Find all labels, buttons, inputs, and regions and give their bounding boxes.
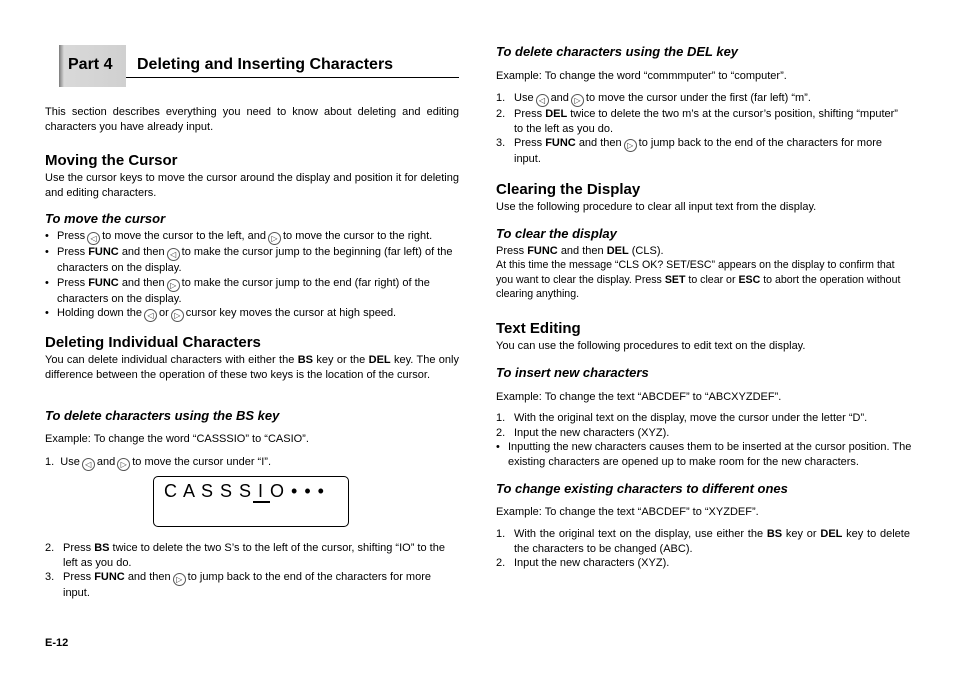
list-item: 3. Press FUNC and then ▷ to jump back to the end of the characters for more input. xyxy=(45,571,431,599)
right-arrow-icon: ▷ xyxy=(173,573,186,586)
clear-step: Press FUNC and then DEL (CLS). xyxy=(496,245,664,257)
bs-example: Example: To change the word “CASSSIO” to “CASIO”. xyxy=(45,433,309,445)
list-item: • Press FUNC and then ◁ to make the cursor jump to the beginning (far left) of the characters on the display. xyxy=(45,246,453,274)
list-item: • Holding down the ◁ or ▷ cursor key moves the cursor at high speed. xyxy=(45,307,397,320)
right-arrow-icon: ▷ xyxy=(117,458,130,471)
right-arrow-icon: ▷ xyxy=(167,279,180,292)
left-arrow-icon: ◁ xyxy=(144,309,157,322)
right-arrow-icon: ▷ xyxy=(268,232,281,245)
right-arrow-icon: ▷ xyxy=(171,309,184,322)
list-item: • Inputting the new characters causes them to be inserted at the cursor position. The existing characters are opened up to make room for the new characters. xyxy=(496,441,912,468)
list-item: 2. Press DEL twice to delete the two m’s at the cursor’s position, shifting “mputer” to the left as you do. xyxy=(496,108,898,135)
clear-message: At this time the message “CLS OK? SET/ESC” appears on the display to confirm that you want to clear the display. Press SET to clear or ESC to abort the operation without clearing anything. xyxy=(496,259,901,300)
cursor-underline xyxy=(253,501,270,503)
insert-example: Example: To change the text “ABCDEF” to “ABCXYZDEF”. xyxy=(496,391,782,403)
clear-display-subheading: To clear the display xyxy=(496,226,617,241)
right-arrow-icon: ▷ xyxy=(571,94,584,107)
insert-note xyxy=(496,440,912,469)
lcd-display xyxy=(153,476,349,527)
del-key-subheading: To delete characters using the DEL key xyxy=(496,44,739,59)
intro-text: This section describes everything you need to know about deleting and editing characters you have already input. xyxy=(45,106,459,133)
deleting-body: You can delete individual characters with either the BS key or the DEL key. The only difference between the operation of these two keys is the location of the cursor. xyxy=(45,354,459,381)
list-item: 2. Press BS twice to delete the two S’s to the left of the cursor, shifting “IO” to the left as you do. xyxy=(45,542,445,569)
list-item: 3. Press FUNC and then ▷ to jump back to the end of the characters for more input. xyxy=(496,137,882,165)
change-steps xyxy=(496,527,910,571)
change-subheading: To change existing characters to different ones xyxy=(496,481,788,496)
lcd-display-text: C A S S S I O • • • xyxy=(164,481,325,501)
del-example: Example: To change the word “commmputer” to “computer”. xyxy=(496,70,787,82)
part-label: Part 4 xyxy=(68,56,113,73)
left-arrow-icon: ◁ xyxy=(82,458,95,471)
list-item: 2. Input the new characters (XYZ). xyxy=(496,557,670,569)
right-arrow-icon: ▷ xyxy=(624,139,637,152)
list-item: • Press ◁ to move the cursor to the left, and ▷ to move the cursor to the right. xyxy=(45,230,433,243)
insert-subheading: To insert new characters xyxy=(496,365,649,380)
left-arrow-icon: ◁ xyxy=(167,248,180,261)
list-item: 1. With the original text on the display, move the cursor under the letter “D”. xyxy=(496,412,868,424)
title-rule xyxy=(126,77,459,78)
moving-heading: Moving the Cursor xyxy=(45,152,178,169)
insert-steps xyxy=(496,411,910,440)
change-example: Example: To change the text “ABCDEF” to “XYZDEF”. xyxy=(496,506,759,518)
page-title: Deleting and Inserting Characters xyxy=(137,56,394,73)
clearing-heading: Clearing the Display xyxy=(496,181,641,198)
page-number: E-12 xyxy=(45,637,69,649)
deleting-heading: Deleting Individual Characters xyxy=(45,334,261,351)
list-item: 1. Use ◁ and ▷ to move the cursor under the first (far left) “m”. xyxy=(496,92,811,105)
clearing-body: Use the following procedure to clear all input text from the display. xyxy=(496,201,817,213)
bs-steps xyxy=(45,541,459,601)
move-cursor-list xyxy=(45,229,461,322)
left-arrow-icon: ◁ xyxy=(87,232,100,245)
list-item: 1. With the original text on the display, use either the BS key or DEL key to delete the characters to be changed (ABC). xyxy=(496,528,910,555)
del-steps xyxy=(496,91,910,167)
moving-body: Use the cursor keys to move the cursor around the display and position it for deleting and editing characters. xyxy=(45,172,459,199)
list-item: 2. Input the new characters (XYZ). xyxy=(496,426,670,439)
bs-key-subheading: To delete characters using the BS key xyxy=(45,408,280,423)
editing-heading: Text Editing xyxy=(496,320,581,337)
bs-step-1: 1. Use ◁ and ▷ to move the cursor under “I”. xyxy=(45,456,271,469)
left-arrow-icon: ◁ xyxy=(536,94,549,107)
editing-body: You can use the following procedures to edit text on the display. xyxy=(496,340,806,352)
move-cursor-subheading: To move the cursor xyxy=(45,211,166,226)
list-item: • Press FUNC and then ▷ to make the cursor jump to the end (far right) of the characters on the display. xyxy=(45,276,430,305)
